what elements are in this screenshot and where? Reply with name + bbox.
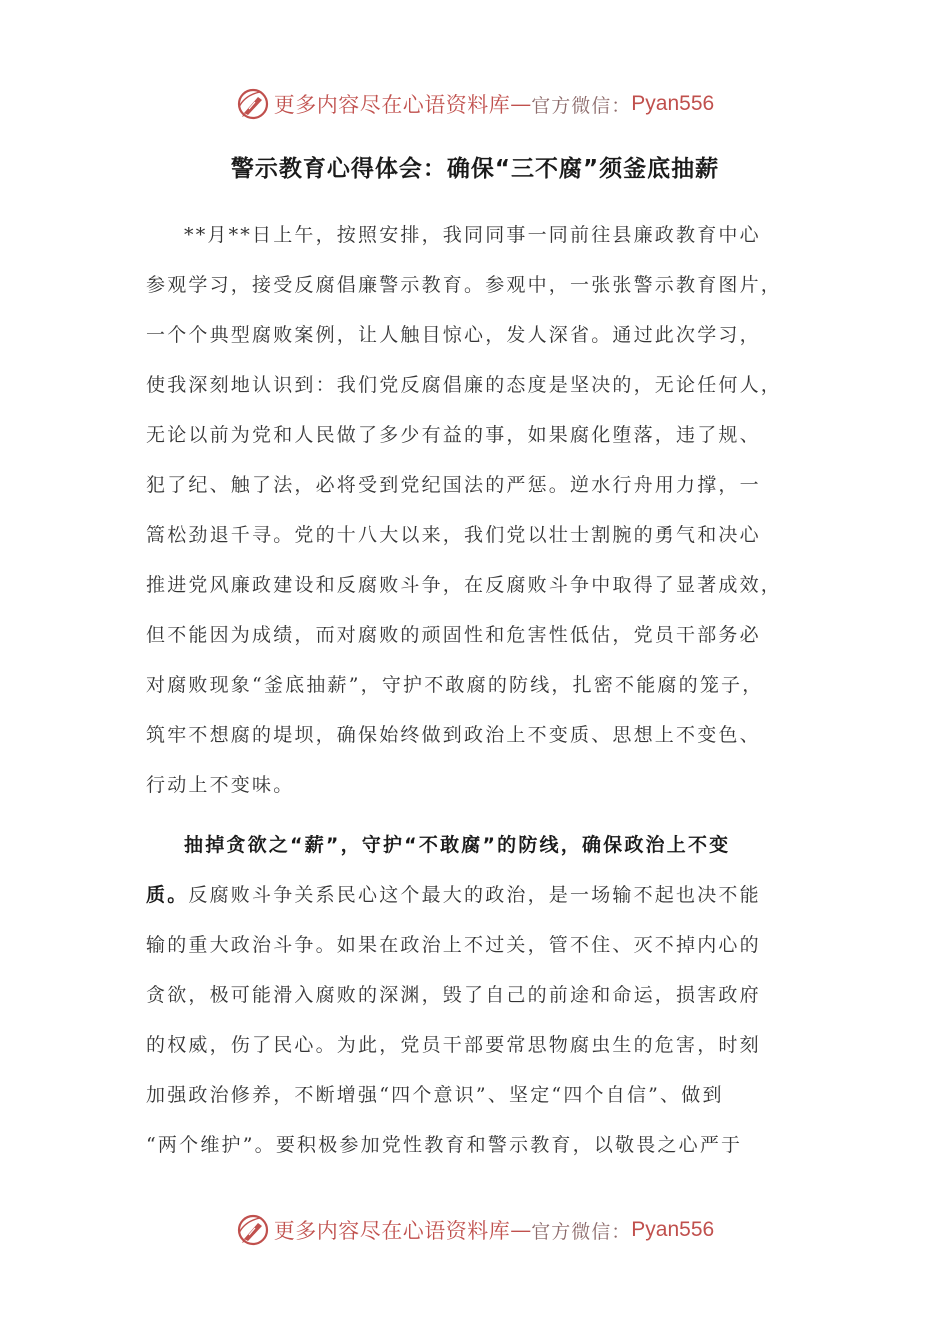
header-banner [0,84,950,124]
paragraph-line: 输的重大政治斗争。如果在政治上不过关，管不住、灭不掉内心的 [146,934,761,956]
footer-banner-wechat-id: Pyan556 [631,1218,715,1241]
paragraph-line: **月**日上午，按照安排，我同同事一同前往县廉政教育中心 [184,224,761,246]
paragraph-line: 行动上不变味。 [146,774,295,796]
paragraph-line [146,870,816,920]
paragraph-line: 筑牢不想腐的堤坝，确保始终做到政治上不变质、思想上不变色、 [146,724,761,746]
pen-nib-logo-icon [236,87,270,121]
header-banner-wechat-id: Pyan556 [631,92,715,115]
paragraph-line: 篙松劲退千寻。党的十八大以来，我们党以壮士割腕的勇气和决心 [146,524,761,546]
pen-nib-logo-icon [236,1213,270,1247]
header-banner-text: 更多内容尽在心语资料库 [273,93,511,117]
paragraph-line: 贪欲，极可能滑入腐败的深渊，毁了自己的前途和命运，损害政府 [146,984,761,1006]
section-heading-end: 质。 [146,884,189,906]
paragraph-line: “两个维护”。要积极参加党性教育和警示教育，以敬畏之心严于 [146,1134,743,1156]
paragraph-line: 的权威，伤了民心。为此，党员干部要常思物腐虫生的危害，时刻 [146,1034,761,1056]
paragraph-line: 对腐败现象“釜底抽薪”，守护不敢腐的防线，扎密不能腐的笼子， [146,674,764,696]
paragraph-line-text: 反腐败斗争关系民心这个最大的政治，是一场输不起也决不能 [188,884,761,906]
paragraph-line: 无论以前为党和人民做了多少有益的事，如果腐化堕落，违了规、 [146,424,761,446]
paragraph-2 [146,820,816,1170]
footer-banner-separator: — [510,1218,532,1242]
header-banner-separator: — [510,92,532,116]
footer-banner-text: 更多内容尽在心语资料库 [273,1219,511,1243]
paragraph-line: 使我深刻地认识到：我们党反腐倡廉的态度是坚决的，无论任何人， [146,374,783,396]
paragraph-line: 推进党风廉政建设和反腐败斗争，在反腐败斗争中取得了显著成效， [146,574,783,596]
paragraph-line: 一个个典型腐败案例，让人触目惊心，发人深省。通过此次学习， [146,324,761,346]
paragraph-line: 加强政治修养，不断增强“四个意识”、坚定“四个自信”、做到 [146,1084,724,1106]
paragraph-line: 但不能因为成绩，而对腐败的顽固性和危害性低估，党员干部务必 [146,624,761,646]
footer-banner [0,1210,950,1250]
section-heading: 抽掉贪欲之“薪”，守护“不敢腐”的防线，确保政治上不变 [184,834,731,856]
paragraph-1 [146,210,816,810]
footer-banner-label: 官方微信： [531,1220,632,1243]
paragraph-line: 犯了纪、触了法，必将受到党纪国法的严惩。逆水行舟用力撑，一 [146,474,761,496]
paragraph-line: 参观学习，接受反腐倡廉警示教育。参观中，一张张警示教育图片， [146,274,783,296]
page-title: 警示教育心得体会：确保“三不腐”须釜底抽薪 [230,156,720,182]
header-banner-label: 官方微信： [531,94,632,117]
